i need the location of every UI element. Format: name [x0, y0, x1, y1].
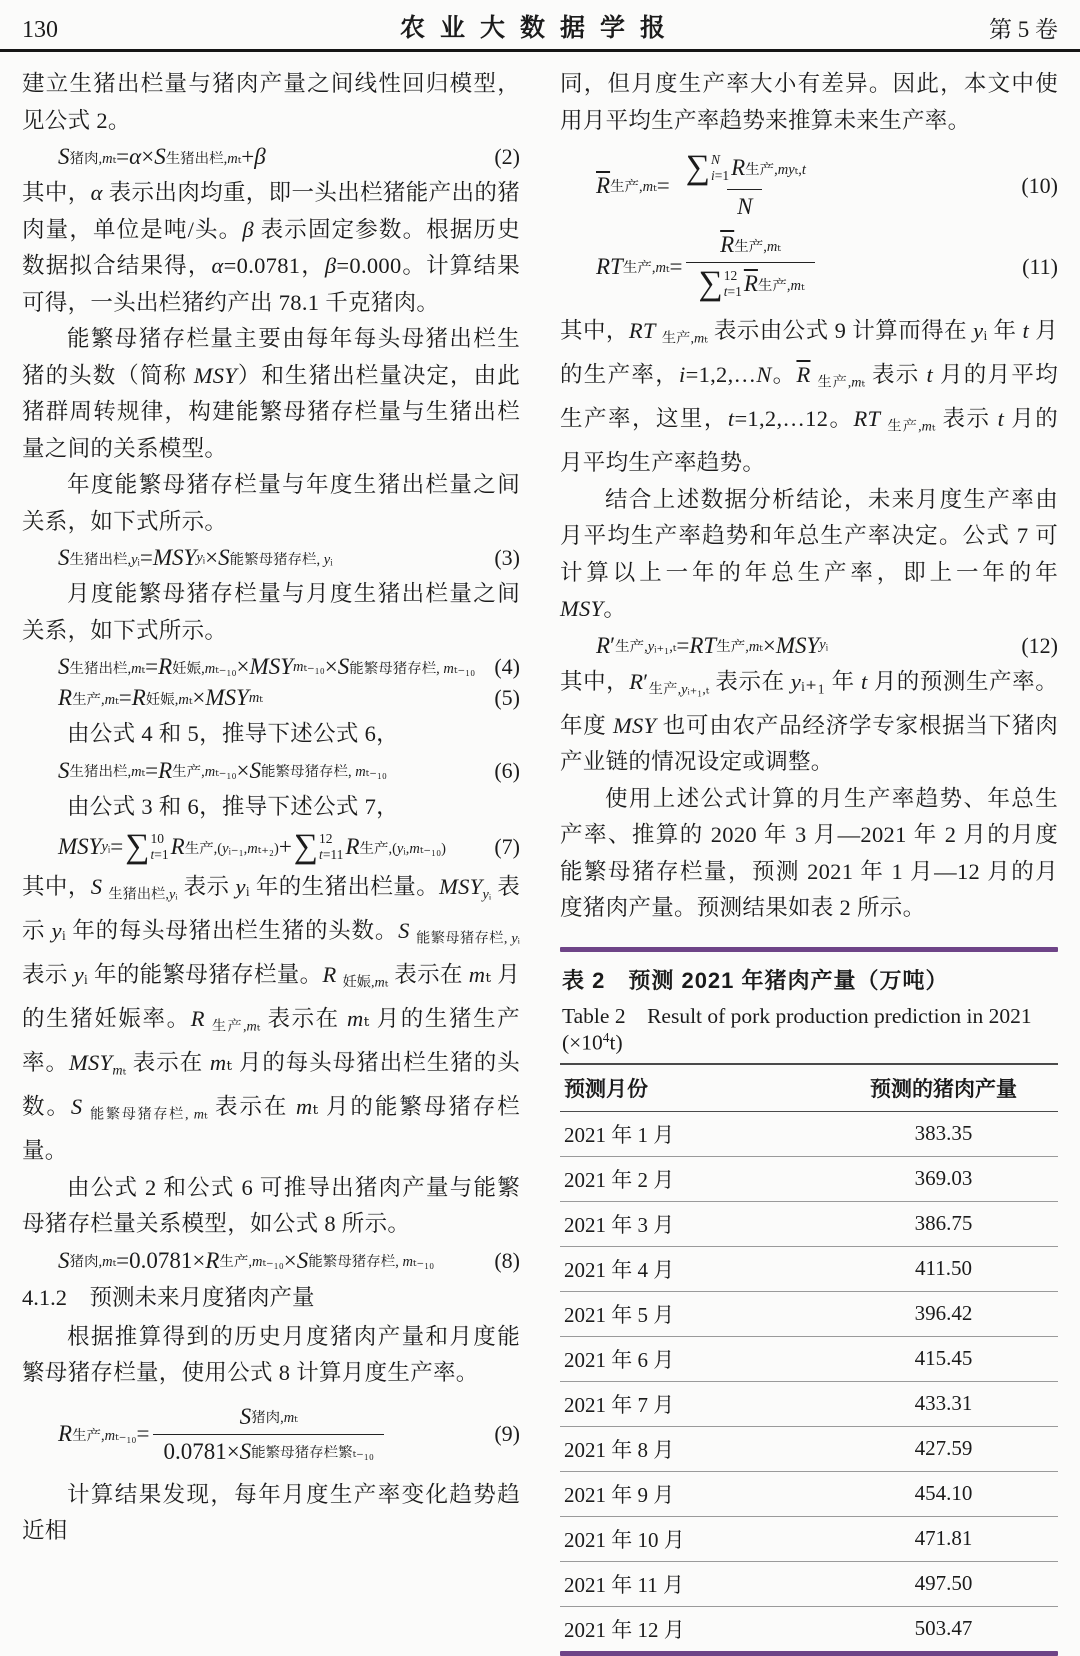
- equation: S 生猪出栏,mₜ = R 妊娠,mₜ₋₁₀ × MSY mₜ₋₁₀ × S 能繁母猪存栏, mₜ₋₁₀ (4): [58, 654, 520, 679]
- month-cell: 2021 年 6 月: [560, 1336, 829, 1381]
- table-top-rule: [560, 947, 1058, 952]
- equation: S 生猪出栏,yᵢ = MSY yᵢ × S 能繁母猪存栏, yᵢ (3): [58, 545, 520, 570]
- paragraph: 建立生猪出栏量与猪肉产量之间线性回归模型，见公式 2。: [22, 71, 520, 133]
- page-number: 130: [22, 17, 58, 43]
- equation: R 生产,mₜ₋₁₀ = S 猪肉,mₜ 0.0781× S 能繁母猪存栏繁ₜ₋₁₀ (9): [58, 1403, 520, 1464]
- value-cell: 433.31: [829, 1381, 1058, 1426]
- pork-production-table: [560, 947, 1058, 1656]
- table-row: [560, 1201, 1058, 1246]
- paragraph: 根据推算得到的历史月度猪肉产量和月度能繁母猪存栏量，使用公式 8 计算月度生产率。: [22, 1323, 520, 1386]
- running-head: [0, 0, 1080, 52]
- equation-number: (3): [494, 545, 520, 570]
- month-cell: 2021 年 1 月: [564, 1122, 675, 1147]
- table-row: [560, 1471, 1058, 1516]
- left-column: [22, 66, 520, 1656]
- month-cell: 2021 年 5 月: [560, 1291, 829, 1336]
- table-row: [560, 1516, 1058, 1561]
- month-cell: 2021 年 4 月: [560, 1246, 829, 1291]
- equation-number: (8): [494, 1247, 520, 1273]
- table-row: [560, 1381, 1058, 1426]
- equation: S 生猪出栏,mₜ = R 生产,mₜ₋₁₀ × S 能繁母猪存栏, mₜ₋₁₀ (6): [58, 757, 520, 783]
- value-cell: 415.45: [829, 1336, 1058, 1381]
- fraction: $\overline{R}$ 生产,mₜ ∑ 12 t=1 $\overline{R}$ 生产,mₜ: [686, 232, 814, 301]
- paragraph: 使用上述公式计算的月生产率趋势、年总生产率、推算的 2020 年 3 月—2021 年 2 月的月度能繁母猪存栏量，预测 2021 年 1 月—12 月的月度猪肉产量。预测结果如表 2 所示。: [560, 785, 1058, 921]
- paragraph: 其中，α 表示出肉均重，即一头出栏猪能产出的猪肉量，单位是吨/头。β 表示固定参数。根据历史数据拟合结果得，α=0.0781，β=0.000。计算结果可得，一头出栏猪约产出 78.1 千克猪肉。: [22, 180, 521, 315]
- equation: MSY yᵢ = ∑ 10 t=1 R 生产,(yᵢ₋₁,mₜ₊₂) + ∑ 12 t=11 R 生产,(yᵢ,mₜ₋₁₀) (7): [58, 828, 520, 865]
- summation-symbol: ∑ 12 t=11: [293, 828, 344, 865]
- paragraph: 其中，$R'_{生产,yᵢ_{+1},_t}$ 表示在 yᵢ₊₁ 年 t 月的预测生产率。年度 MSY 也可由农产品经济学专家根据当下猪肉产业链的情况设定或调整。: [560, 668, 1059, 775]
- section-heading: 4.1.2 预测未来月度猪肉产量: [22, 1284, 315, 1310]
- summation-symbol: ∑ N i=1: [685, 149, 730, 186]
- equation-number: (6): [494, 757, 520, 783]
- equation-number: (10): [1021, 172, 1058, 198]
- paragraph: 由公式 2 和公式 6 可推导出猪肉产量与能繁母猪存栏量关系模型，如公式 8 所示。: [22, 1174, 520, 1237]
- equation: RT 生产,mₜ = $\overline{R}$ 生产,mₜ ∑ 12 t=1 $\overline{R}$ 生产,mₜ (11): [596, 232, 1058, 302]
- month-cell: 2021 年 2 月: [560, 1156, 829, 1201]
- table-row: [560, 1156, 1058, 1201]
- month-cell: 2021 年 11 月: [560, 1561, 829, 1606]
- month-cell: 2021 年 9 月: [560, 1471, 829, 1516]
- paragraph: 年度能繁母猪存栏量与年度生猪出栏量之间关系，如下式所示。: [22, 472, 520, 534]
- summation-symbol: ∑ 10 t=1: [125, 828, 169, 865]
- fraction: ∑ N i=1 R 生产,myₜ,t N: [685, 149, 806, 219]
- table-caption-cn: 表 2 预测 2021 年猪肉产量（万吨）: [562, 967, 949, 993]
- fraction: S 猪肉,mₜ 0.0781× S 能繁母猪存栏繁ₜ₋₁₀: [153, 1404, 383, 1465]
- table-bottom-rule: [560, 1651, 1058, 1656]
- month-cell: 2021 年 3 月: [560, 1201, 829, 1246]
- value-cell: 386.75: [829, 1201, 1058, 1246]
- value-cell: 454.10: [829, 1471, 1058, 1516]
- table-row: [560, 1606, 1058, 1651]
- prediction-table: [560, 1063, 1058, 1651]
- journal-title: 农业大数据学报: [399, 14, 680, 42]
- equation: S 猪肉,mₜ = α × S 生猪出栏,mₜ + β (2): [58, 144, 520, 169]
- paragraph: 由公式 3 和 6，推导下述公式 7，: [67, 793, 399, 819]
- paragraph: 其中，S $_{生猪出栏,yᵢ}$ 表示 yᵢ 年的生猪出栏量。$MSY_{yᵢ}$ 表示 yᵢ 年的每头母猪出栏生猪的头数。S $_{能繁母猪存栏, yᵢ}$ 表示 yᵢ 年的能繁母猪存栏量。R $_{妊娠,m_t}$ 表示在 mₜ 月的生猪妊娠率。R $_{生产,m_t}$ 表示在 mₜ 月的生猪生产率。$MSY_{m_t}$ 表示在 mₜ 月的每头母猪出栏生猪的头数。S $_{能繁母猪存栏, m_t}$ 表示在 mₜ 月的能繁母猪存栏量。: [22, 874, 521, 1164]
- month-cell: 2021 年 7 月: [560, 1381, 829, 1426]
- value-cell: 396.42: [829, 1291, 1058, 1336]
- table-row: [560, 1336, 1058, 1381]
- equation-number: (2): [494, 144, 520, 169]
- paragraph: 月度能繁母猪存栏量与月度生猪出栏量之间关系，如下式所示。: [22, 581, 520, 643]
- table-row: [560, 1561, 1058, 1606]
- volume-label: 第 5 卷: [989, 17, 1058, 42]
- equation: R ′ 生产,yᵢ₊₁,ₜ = RT 生产,mₜ × MSY yᵢ (12): [596, 632, 1058, 658]
- paragraph: 结合上述数据分析结论，未来月度生产率由月平均生产率趋势和年总生产率决定。公式 7 可计算以上一年的年总生产率，即上一年的年 MSY。: [560, 486, 1058, 622]
- paragraph: 能繁母猪存栏量主要由每年每头母猪出栏生猪的头数（简称 MSY）和生猪出栏量决定，由此猪群周转规律，构建能繁母猪存栏量与生猪出栏量之间的关系模型。: [22, 326, 520, 461]
- paragraph: 其中，RT $_{生产,m_t}$ 表示由公式 9 计算而得在 yᵢ 年 t 月的生产率，i=1,2,…N。$\overline{R}$ $_{生产,m_t}$ 表示 t 月的月平均生产率，这里，t=1,2,…12。RT $_{生产,m_t}$ 表示 t 月的月平均生产率趋势。: [560, 318, 1059, 476]
- summation-symbol: ∑ 12 t=1: [698, 265, 742, 302]
- value-cell: 427.59: [829, 1426, 1058, 1471]
- equation-number: (12): [1021, 632, 1058, 658]
- paragraph: 由公式 4 和 5，推导下述公式 6，: [67, 721, 399, 746]
- right-column: [560, 66, 1058, 1656]
- equation: $\overline{R}$ 生产,mₜ = ∑ N i=1 R 生产,myₜ,t N (10): [596, 149, 1058, 219]
- value-cell: 411.50: [829, 1246, 1058, 1291]
- value-cell: 383.35: [914, 1121, 973, 1146]
- equation: S 猪肉,mₜ =0.0781× R 生产,mₜ₋₁₀ × S 能繁母猪存栏, mₜ₋₁₀ (8): [58, 1247, 520, 1273]
- month-cell: 2021 年 8 月: [560, 1426, 829, 1471]
- equation-number: (9): [494, 1421, 520, 1447]
- equation-number: (11): [1022, 253, 1058, 279]
- column-header: 预测的猪肉产量: [869, 1077, 1017, 1101]
- paragraph: 同，但月度生产率大小有差异。因此，本文中使用月平均生产率趋势来推算未来生产率。: [560, 71, 1058, 133]
- value-cell: 497.50: [829, 1561, 1058, 1606]
- month-cell: 2021 年 10 月: [560, 1516, 829, 1561]
- equation-number: (4): [494, 654, 520, 679]
- table-caption-en: Table 2 Result of pork production prediction in 2021 $(\times 10^4t)$: [562, 1003, 1032, 1054]
- value-cell: 503.47: [829, 1606, 1058, 1651]
- table-row: [560, 1246, 1058, 1291]
- two-column-body: [0, 52, 1080, 1656]
- value-cell: 369.03: [829, 1156, 1058, 1201]
- column-header: 预测月份: [564, 1077, 648, 1101]
- value-cell: 471.81: [829, 1516, 1058, 1561]
- month-cell: 2021 年 12 月: [560, 1606, 829, 1651]
- paragraph: 计算结果发现，每年月度生产率变化趋势趋近相: [22, 1481, 520, 1544]
- equation-number: (5): [494, 685, 520, 710]
- equation-number: (7): [494, 834, 520, 859]
- table-row: [560, 1111, 1058, 1156]
- table-row: [560, 1291, 1058, 1336]
- table-row: [560, 1426, 1058, 1471]
- equation: R 生产,mₜ = R 妊娠,mₜ × MSY mₜ (5): [58, 685, 520, 710]
